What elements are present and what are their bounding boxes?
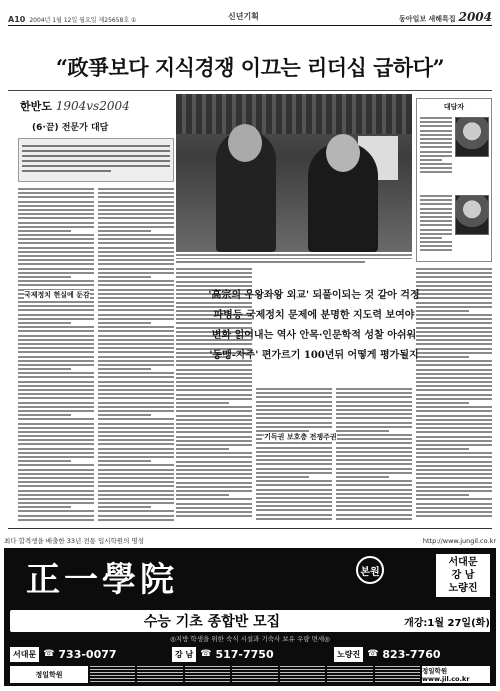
year-label: 2004 bbox=[458, 10, 492, 24]
page-number: A10 bbox=[8, 15, 26, 24]
section-title: 신년기획 bbox=[228, 11, 259, 21]
phone-list bbox=[10, 644, 490, 664]
phone-number: 517-7750 bbox=[215, 647, 274, 661]
series-years: 1904vs2004 bbox=[55, 99, 130, 113]
pull-quote-line-2: 파병등 국제정치 문제에 분명한 지도력 보여야 bbox=[213, 310, 415, 321]
branch-2: 강 남 bbox=[451, 570, 475, 581]
ad-slogan: 최다 합격생을 배출한 33년 전통 입시학원의 명성 bbox=[4, 537, 144, 545]
ad-top-strip bbox=[4, 534, 496, 547]
phone-branch: 강 남 bbox=[172, 647, 196, 662]
article-column-2 bbox=[98, 188, 174, 524]
ad-right-box: 정일학원 www.jil.co.kr bbox=[422, 666, 490, 683]
advertisement[interactable] bbox=[4, 548, 496, 686]
participant-photo-1 bbox=[455, 117, 489, 157]
pull-quote-line-1: '高宗의 우왕좌왕 외교' 되풀이되는 것 같아 걱정 bbox=[208, 290, 420, 301]
phone-branch: 서대문 bbox=[10, 647, 39, 662]
participant-photo-2 bbox=[455, 195, 489, 235]
series-brand-name: 한반도 bbox=[20, 100, 52, 113]
sidebar-title: 대담자 bbox=[443, 103, 465, 111]
pull-quote-line-3: 변화 읽어내는 역사 안목·인문학적 성찰 아쉬워 bbox=[211, 330, 417, 341]
course-banner: 수능 기초 종합반 모집 bbox=[10, 610, 414, 632]
photo-caption bbox=[176, 254, 412, 265]
headline: “政爭보다 지식경쟁 이끄는 리더십 급하다” bbox=[55, 55, 445, 80]
pull-quote bbox=[198, 286, 430, 366]
phone-number: 733-0077 bbox=[58, 647, 117, 661]
article-photo bbox=[176, 94, 412, 252]
phone-icon: ☎ bbox=[43, 649, 55, 659]
pull-quote-line-4: '동맹-자주' 편가르기 100년뒤 어떻게 평가될지 bbox=[209, 350, 419, 361]
issue-date: 2004년 1월 12일 월요일 제25658호 ① bbox=[29, 17, 137, 24]
ad-left-box: 정일학원 bbox=[10, 666, 88, 683]
branch-1: 서대문 bbox=[448, 557, 478, 568]
phone-branch: 노량진 bbox=[334, 647, 363, 662]
subhead-2: '기득권 보호층 전쟁주권 bbox=[262, 433, 337, 441]
ad-tagline: ◎지방 학생을 위한 숙식 시설과 기숙사 보유 우량 면세◎ bbox=[170, 635, 330, 643]
schedule-grid bbox=[10, 666, 490, 682]
headline-rule bbox=[8, 90, 492, 91]
phone-entry bbox=[172, 644, 328, 664]
opening-date: 개강:1월 27일(화) bbox=[404, 610, 490, 632]
phone-icon: ☎ bbox=[367, 649, 379, 659]
article-column-1 bbox=[18, 188, 94, 524]
page-header bbox=[8, 6, 492, 24]
special-label: 동아일보 새해특집 bbox=[399, 15, 456, 23]
header-rule bbox=[8, 25, 492, 26]
phone-entry bbox=[10, 644, 166, 664]
ad-url[interactable]: http://www.jungil.co.kr bbox=[422, 536, 496, 545]
participants-sidebar bbox=[416, 98, 492, 262]
phone-entry bbox=[334, 644, 490, 664]
series-brand bbox=[20, 98, 130, 114]
logo-mark: 본원 bbox=[356, 556, 384, 584]
phone-icon: ☎ bbox=[200, 649, 212, 659]
article-column-4 bbox=[256, 388, 332, 524]
academy-logo: 正一學院 bbox=[26, 560, 178, 600]
branch-list bbox=[436, 554, 490, 597]
article-column-5 bbox=[336, 388, 412, 524]
series-subtitle: (6·끝) 전문가 대담 bbox=[32, 123, 109, 133]
phone-number: 823-7760 bbox=[382, 647, 441, 661]
subhead-1: 국제정치 현실에 둔감 bbox=[24, 291, 90, 299]
article-bottom-rule bbox=[8, 528, 492, 529]
branch-3: 노량진 bbox=[448, 583, 478, 594]
intro-box bbox=[18, 138, 174, 182]
